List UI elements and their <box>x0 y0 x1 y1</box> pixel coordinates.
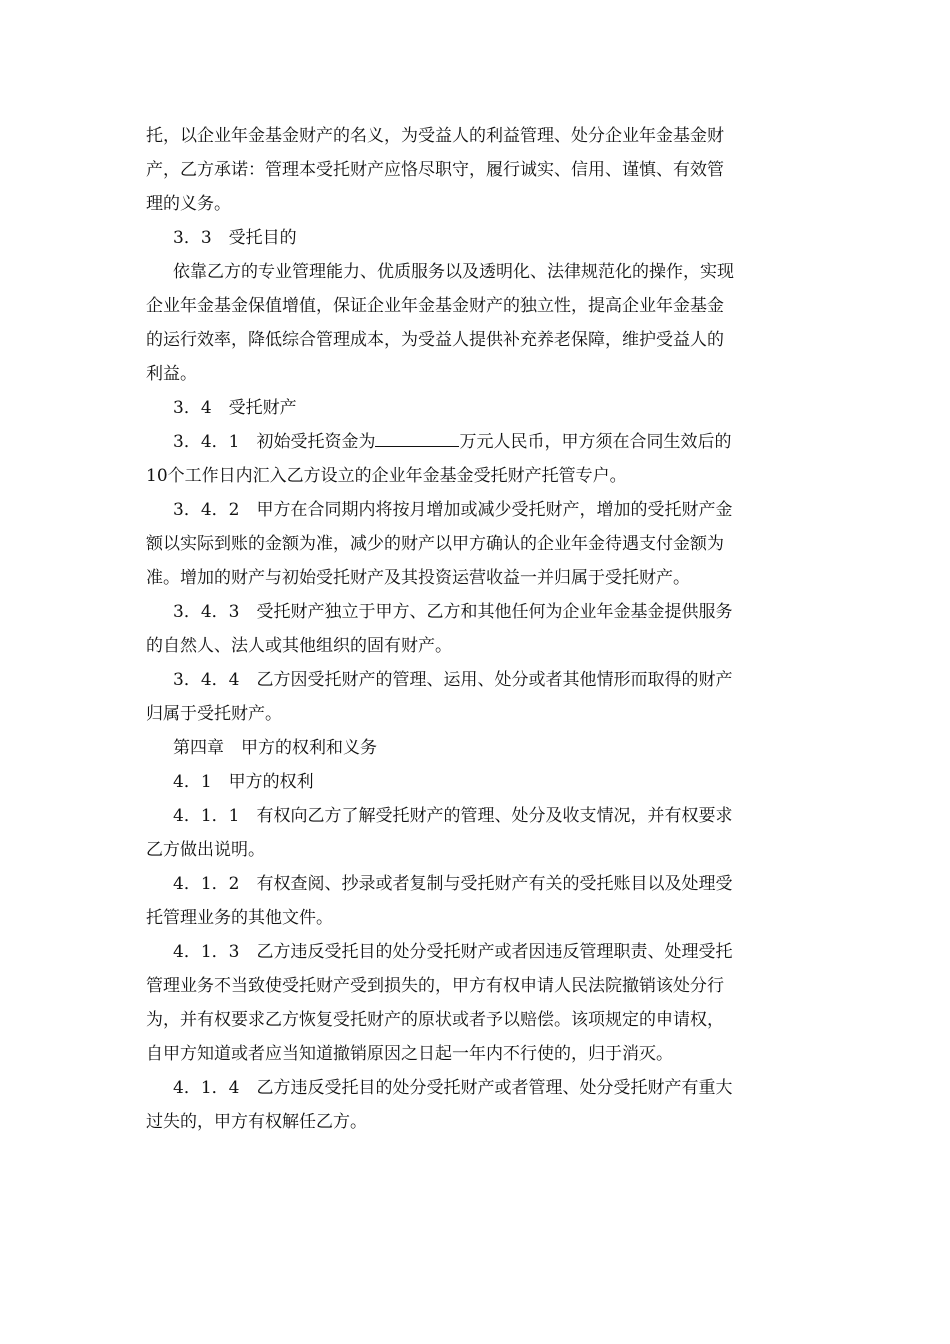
text-line: 3．3 受托目的 <box>173 228 297 248</box>
text-line: 额以实际到账的金额为准，减少的财产以甲方确认的企业年金待遇支付金额为 <box>146 534 724 554</box>
text-line <box>146 425 806 459</box>
fill-in-blank[interactable] <box>375 426 459 447</box>
text-line: 利益。 <box>146 364 197 384</box>
text-line: 第四章 甲方的权利和义务 <box>173 738 377 758</box>
text-line: 4．1．3 乙方违反受托目的处分受托财产或者因违反管理职责、处理受托 <box>173 942 733 962</box>
text-line: 4．1．1 有权向乙方了解受托财产的管理、处分及收支情况，并有权要求 <box>173 806 733 826</box>
text-line: 4．1．2 有权查阅、抄录或者复制与受托财产有关的受托账目以及处理受 <box>173 874 733 894</box>
text-line: 托管理业务的其他文件。 <box>146 908 333 928</box>
text-line: 3．4．4 乙方因受托财产的管理、运用、处分或者其他情形而取得的财产 <box>173 670 733 690</box>
text-line: 乙方做出说明。 <box>146 840 265 860</box>
text-line: 10个工作日内汇入乙方设立的企业年金基金受托财产托管专户。 <box>146 466 627 486</box>
text-line: 的自然人、法人或其他组织的固有财产。 <box>146 636 452 656</box>
text-line: 管理业务不当致使受托财产受到损失的，甲方有权申请人民法院撤销该处分行 <box>146 976 724 996</box>
text-line: 3．4．3 受托财产独立于甲方、乙方和其他任何为企业年金基金提供服务 <box>173 602 733 622</box>
text-line: 的运行效率，降低综合管理成本，为受益人提供补充养老保障，维护受益人的 <box>146 330 724 350</box>
text-line: 企业年金基金保值增值，保证企业年金基金财产的独立性，提高企业年金基金 <box>146 296 724 316</box>
text-segment: 万元人民币，甲方须在合同生效后的 <box>459 432 732 452</box>
text-line: 3．4．2 甲方在合同期内将按月增加或减少受托财产，增加的受托财产金 <box>173 500 733 520</box>
text-line: 准。增加的财产与初始受托财产及其投资运营收益一并归属于受托财产。 <box>146 568 690 588</box>
text-line: 4．1 甲方的权利 <box>173 772 314 792</box>
text-line: 自甲方知道或者应当知道撤销原因之日起一年内不行使的，归于消灭。 <box>146 1044 673 1064</box>
text-line: 为，并有权要求乙方恢复受托财产的原状或者予以赔偿。该项规定的申请权， <box>146 1010 724 1030</box>
text-line: 托，以企业年金基金财产的名义，为受益人的利益管理、处分企业年金基金财 <box>146 126 724 146</box>
text-segment: 3．4．1 初始受托资金为 <box>173 432 376 452</box>
text-line: 产，乙方承诺：管理本受托财产应恪尽职守，履行诚实、信用、谨慎、有效管 <box>146 160 724 180</box>
text-line: 依靠乙方的专业管理能力、优质服务以及透明化、法律规范化的操作，实现 <box>173 262 734 282</box>
text-line: 过失的，甲方有权解任乙方。 <box>146 1112 367 1132</box>
text-line: 3．4 受托财产 <box>173 398 297 418</box>
document-body <box>146 119 806 1139</box>
text-line: 4．1．4 乙方违反受托目的处分受托财产或者管理、处分受托财产有重大 <box>173 1078 733 1098</box>
text-line: 归属于受托财产。 <box>146 704 282 724</box>
text-line: 理的义务。 <box>146 194 231 214</box>
